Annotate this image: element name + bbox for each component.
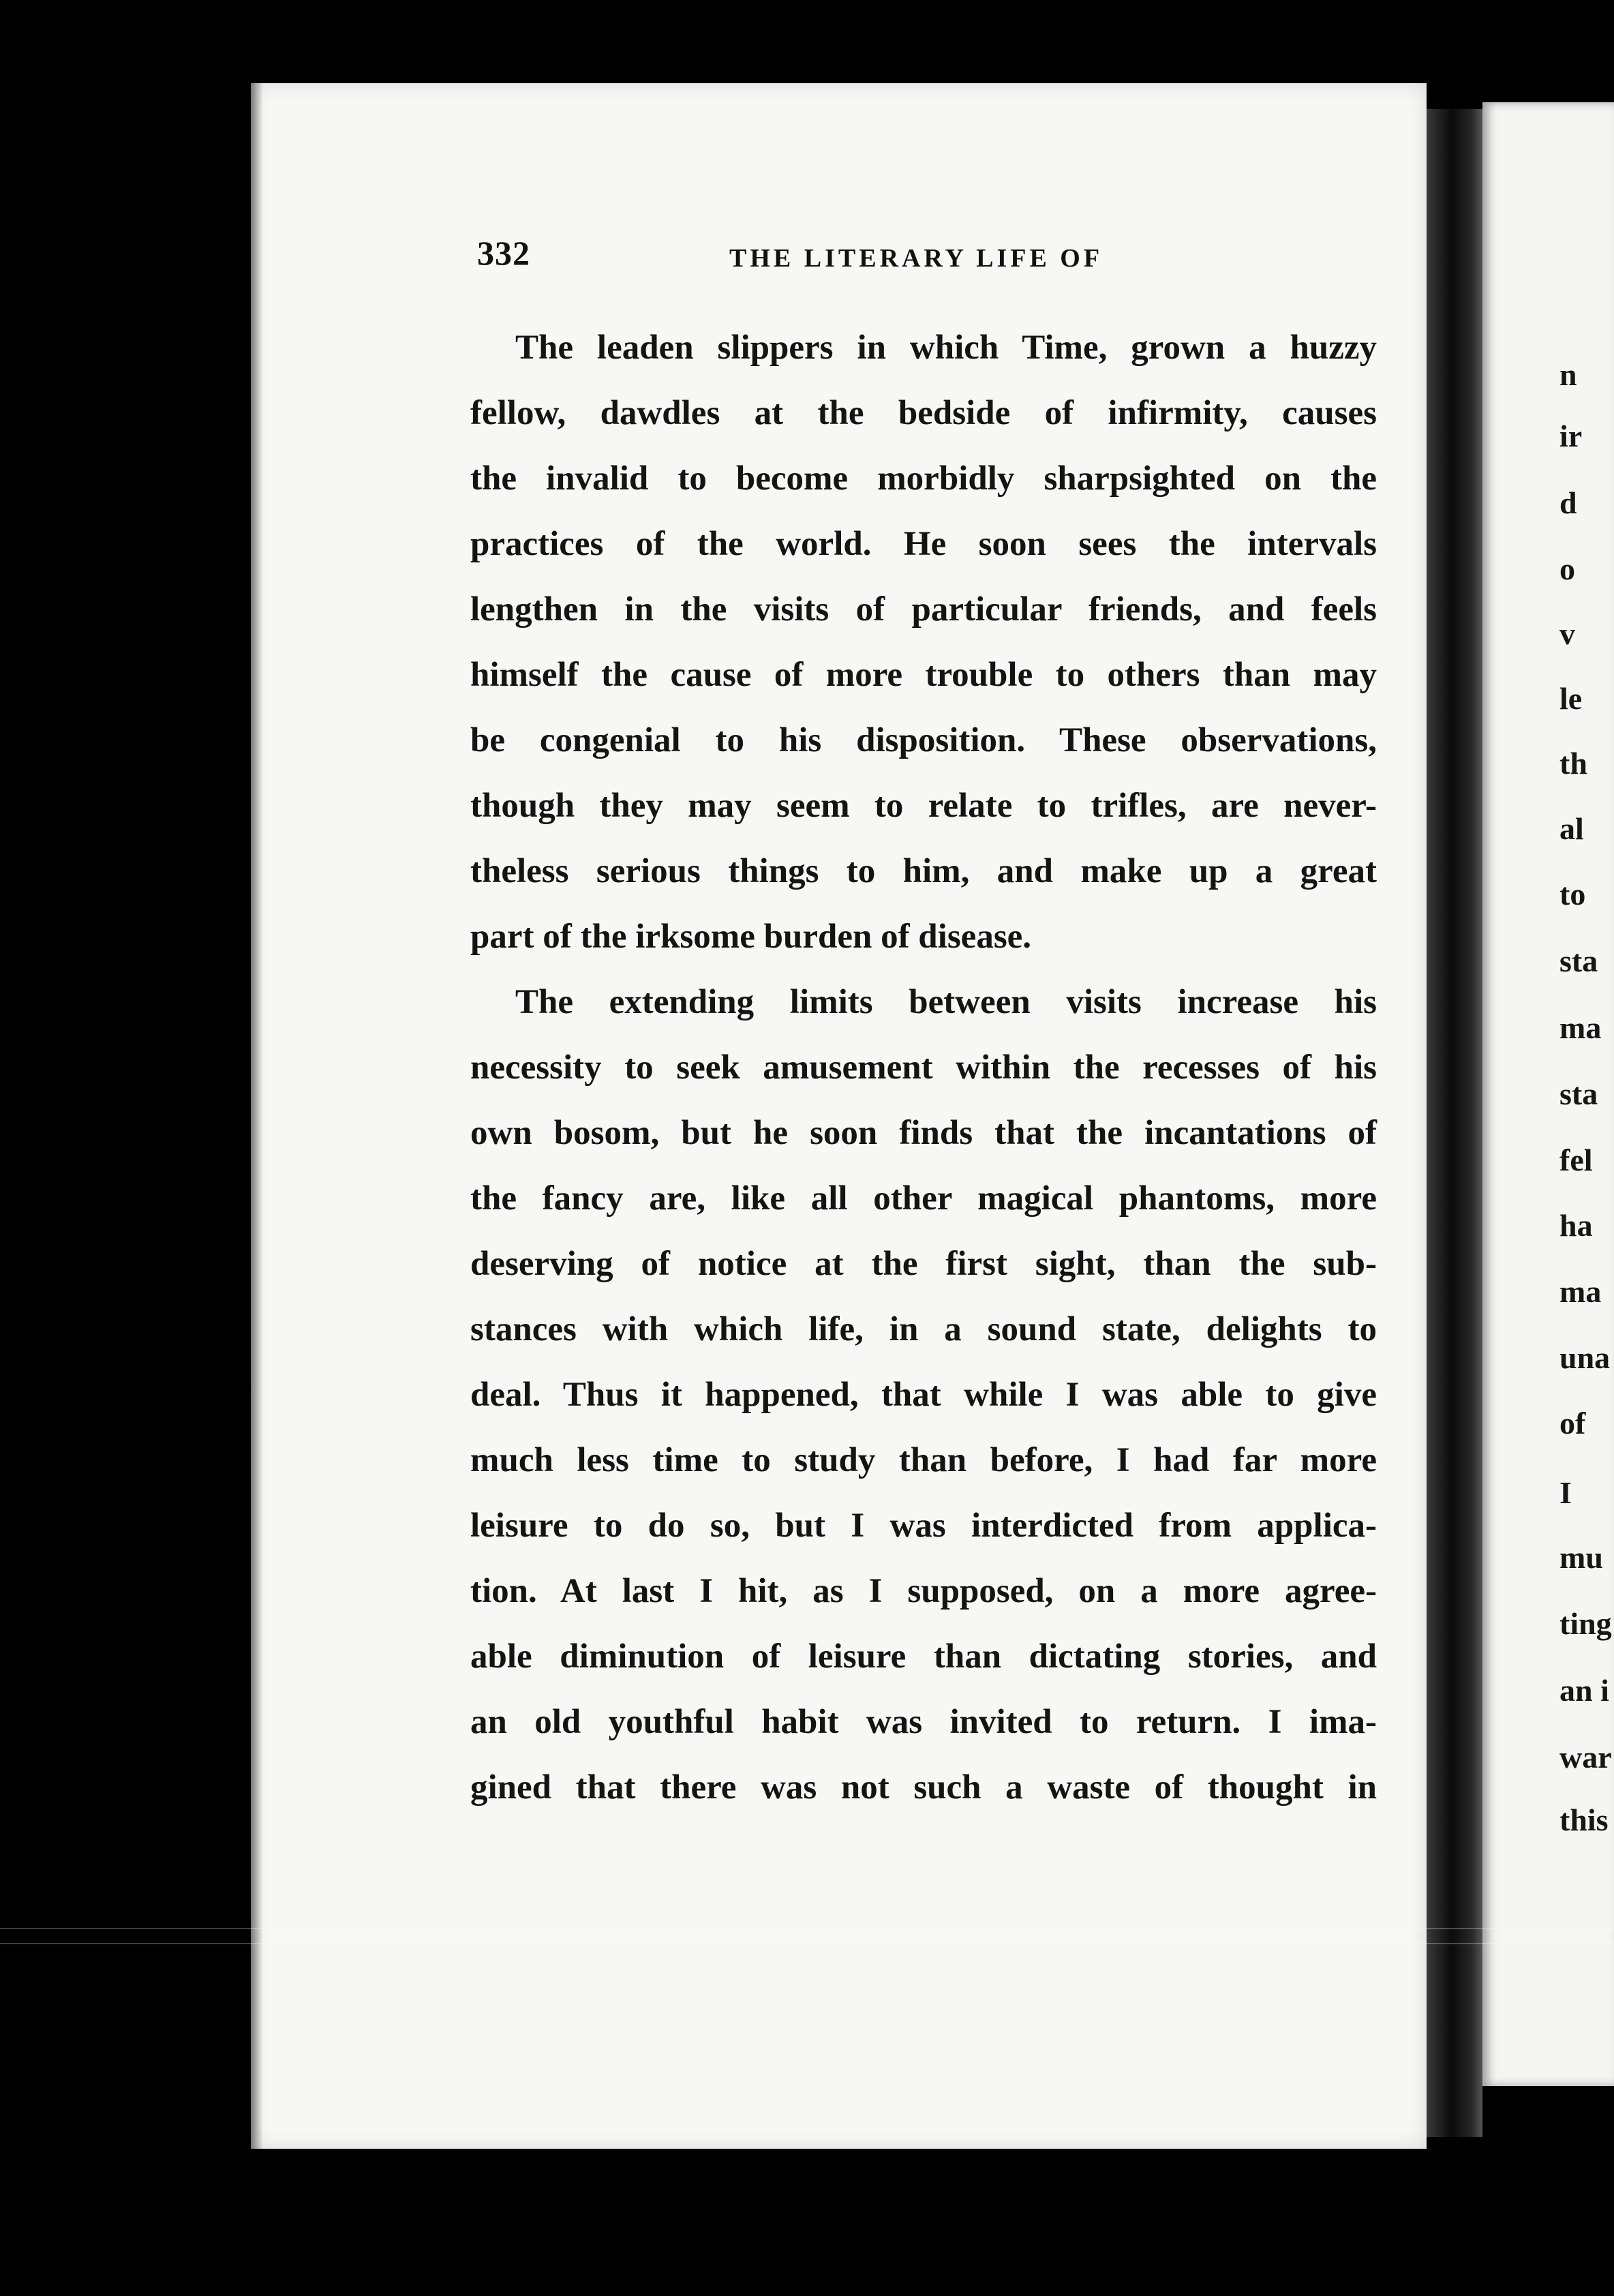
facing-page-fragment: ma [1559, 1274, 1602, 1309]
text-line: leisure to do so, but I was interdicted from applica- [470, 1507, 1377, 1545]
text-line: gined that there was not such a waste of thought in [470, 1768, 1377, 1807]
text-line: able diminution of leisure than dictating stories, and [470, 1637, 1377, 1676]
text-line: deserving of notice at the first sight, than the sub- [470, 1245, 1377, 1283]
text-line: an old youthful habit was invited to return. I ima- [470, 1703, 1377, 1741]
facing-page-fragment: ir [1559, 419, 1583, 453]
book-gutter [1427, 109, 1482, 2137]
facing-page-fragment: d [1559, 485, 1577, 520]
text-line: much less time to study than before, I had far more [470, 1441, 1377, 1479]
text-line: necessity to seek amusement within the recesses of his [470, 1048, 1377, 1087]
facing-page-fragment: sta [1559, 943, 1598, 978]
text-line: stances with which life, in a sound state, delights to [470, 1310, 1377, 1348]
text-line: The extending limits between visits increase his [515, 983, 1377, 1021]
facing-page-fragment: le [1559, 681, 1583, 716]
text-line: fellow, dawdles at the bedside of infirmity, causes [470, 394, 1377, 432]
text-line: lengthen in the visits of particular friends, and feels [470, 590, 1377, 629]
facing-page-fragment: v [1559, 616, 1575, 651]
facing-page-fragment: th [1559, 746, 1587, 781]
scan-artifact-line [0, 1943, 1614, 1944]
text-line: theless serious things to him, and make up a great [470, 852, 1377, 890]
facing-page-fragment: ting [1559, 1606, 1612, 1641]
text-line: though they may seem to relate to trifles, are never- [470, 787, 1377, 825]
text-line: part of the irksome burden of disease. [470, 918, 1032, 956]
facing-page-fragment: war [1559, 1740, 1612, 1774]
text-line: own bosom, but he soon finds that the incantations of [470, 1114, 1377, 1152]
facing-page-fragment: ma [1559, 1010, 1602, 1045]
facing-page-fragment: al [1559, 811, 1584, 846]
facing-page-fragment: sta [1559, 1076, 1598, 1111]
page-number: 332 [477, 234, 530, 272]
facing-page-fragment: I [1559, 1475, 1572, 1510]
facing-page-fragment: fel [1559, 1143, 1593, 1177]
text-line: the invalid to become morbidly sharpsighted on the [470, 459, 1377, 498]
running-head: THE LITERARY LIFE OF [729, 244, 1103, 273]
facing-page-fragment: ha [1559, 1208, 1593, 1243]
scan-artifact-line [0, 1928, 1614, 1929]
facing-page-fragment: mu [1559, 1540, 1603, 1575]
text-line: practices of the world. He soon sees the intervals [470, 525, 1377, 563]
facing-page-fragment: to [1559, 877, 1586, 911]
facing-page-fragment: n [1559, 357, 1577, 392]
text-line: tion. At last I hit, as I supposed, on a more agree- [470, 1572, 1377, 1610]
facing-page-fragment: an i [1559, 1673, 1609, 1708]
text-line: himself the cause of more trouble to others than may [470, 656, 1377, 694]
text-line: The leaden slippers in which Time, grown a huzzy [515, 329, 1377, 367]
facing-page-fragment: una [1559, 1340, 1611, 1375]
body-text [470, 315, 1377, 1820]
text-line: be congenial to his disposition. These observations, [470, 721, 1377, 759]
text-line: the fancy are, like all other magical phantoms, more [470, 1179, 1377, 1218]
text-line: deal. Thus it happened, that while I was able to give [470, 1376, 1377, 1414]
facing-page-fragment: of [1559, 1406, 1586, 1440]
facing-page-fragment: this [1559, 1802, 1609, 1837]
facing-page-fragment: o [1559, 552, 1575, 586]
